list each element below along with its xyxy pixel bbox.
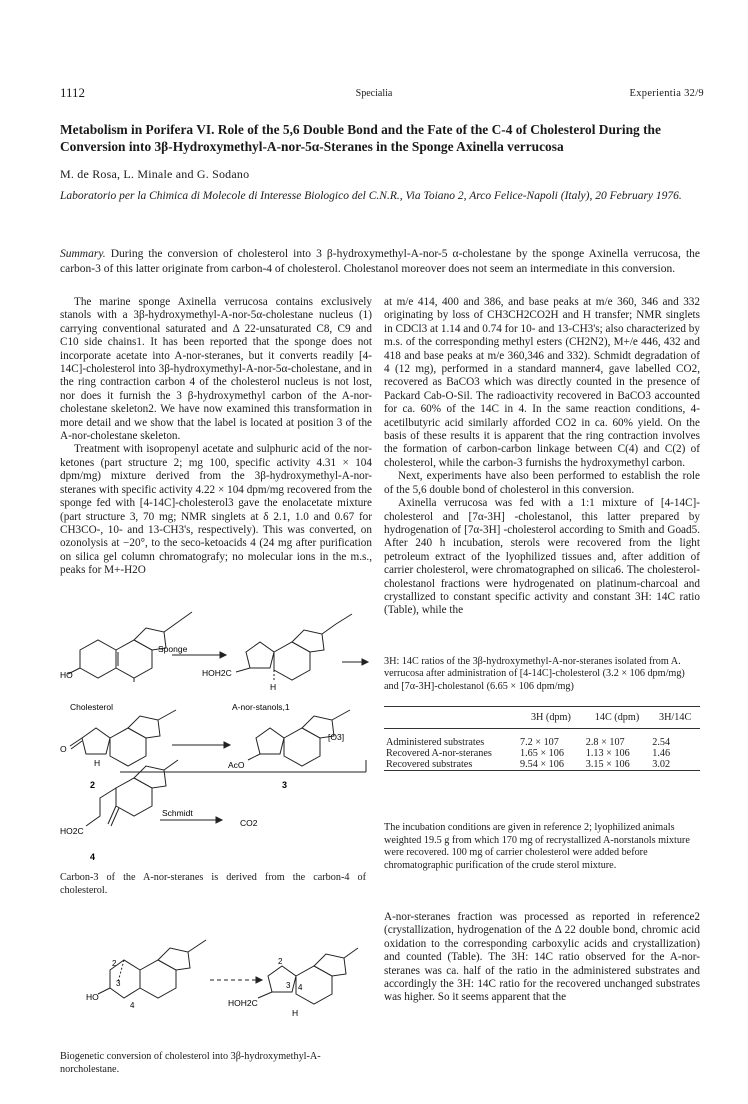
table-header-cell: 3H/14C (658, 712, 692, 723)
body-left-column (60, 296, 372, 578)
paragraph: A-nor-steranes fraction was processed as reported in reference2 (crystallization, hydrogenation of the Δ 22 double bond, chromic acid oxidation to the corresponding carboxylic acids and crystallization) and counted (Table). The 3H: 14C ratio observed for the A-nor-steranes was ca. half of the ratio in the administered substrates and accordingly the 3H: 14C ratio for the recovered unchanged substrates was higher. So it seems apparent that the (384, 911, 700, 1004)
table-caption: 3H: 14C ratios of the 3β-hydroxymethyl-A-nor-steranes isolated from A. verrucosa after administration of [4-14C]-cholesterol (3.2 × 106 dpm/mg) and [7α-3H]-cholestanol (6.65 × 106 dpm/mg) (384, 656, 685, 692)
table-cell: 3.15 × 106 (585, 758, 630, 770)
label-c3: 3 (116, 979, 121, 988)
body-right-column (384, 296, 700, 618)
label-ho: HO (86, 992, 99, 1002)
row-label: Administered substrates (386, 736, 485, 748)
summary-text: During the conversion of cholesterol into 3 β-hydroxymethyl-A-nor-5 α-cholestane by the sponge Axinella verrucosa, the carbon-3 of this latter originate from carbon-4 of cholesterol. Cholestanol moreover does not seem an intermediate in this conversion. (60, 248, 700, 275)
label-schmidt: Schmidt (162, 808, 193, 818)
biogenetic-conversion-figure (60, 930, 360, 1048)
label-o: O (60, 744, 67, 754)
label-sponge: Sponge (158, 644, 188, 654)
table-cell: 9.54 × 106 (520, 758, 564, 770)
label-c2-right: 2 (278, 957, 283, 966)
label-a-nor-stanols: A-nor-stanols,1 (232, 702, 290, 712)
label-cholesterol: Cholesterol (70, 702, 113, 712)
label-hoh2c: HOH2C (228, 998, 258, 1008)
label-compound-4: 4 (90, 852, 96, 862)
table-cell: 1.46 (652, 747, 671, 759)
label-compound-2: 2 (90, 780, 96, 790)
table-row (384, 759, 700, 771)
summary (60, 247, 700, 276)
page-number: 1112 (60, 85, 86, 100)
table-row (384, 737, 700, 748)
table-header-cell (384, 707, 518, 729)
label-c3-right: 3 (286, 981, 291, 990)
paragraph: Next, experiments have also been performed to establish the role of the 5,6 double bond of cholesterol in this conversion. (384, 470, 700, 496)
paragraph: The marine sponge Axinella verrucosa contains exclusively stanols with a 3β-hydroxymethyl-A-nor-5α-cholestane nucleus (1) carrying conventional saturated and Δ 22-unsaturated C8, C9 and C10 side chains1. It has been reported that the sponge does not incorporate acetate into A-nor-steranes, but it converts readily [4-14C]-cholesterol into 3β-hydroxymethyl-A-nor-5α-cholestane, and in the ring contraction carbon 4 of the cholesterol nucleus is not lost, nor does it furnish the 3 β-hydroxymethyl carbon of the A-nor-cholestane skeleton2. We have now examined this transformation in more detail and we show that the label is located at position 3 of the A-nor-cholestane skeleton. (60, 296, 372, 443)
label-ho2c: HO2C (60, 826, 84, 836)
label-co2: CO2 (240, 818, 258, 828)
label-c4-right: 4 (298, 983, 303, 992)
authors: M. de Rosa, L. Minale and G. Sodano (60, 167, 250, 181)
label-h2: H (94, 758, 101, 768)
label-h: H (292, 1008, 299, 1018)
table-footnote: The incubation conditions are given in reference 2; lyophilized animals weighted 19.5 g from which 170 mg of recrystallized A-norstanols mixture were recovered. 100 mg of carrier cholesterol were added before chromatographic purification of the crude sterol mixture. (384, 822, 690, 871)
summary-label: Summary. (60, 248, 106, 260)
row-label: Recovered substrates (386, 758, 473, 770)
table-header-cell: 3H (dpm) (530, 712, 571, 723)
journal-name: Experientia 32/9 (629, 88, 704, 99)
table-header-cell: 14C (dpm) (594, 712, 640, 723)
reaction-scheme-figure (60, 610, 370, 868)
figure-1-caption: Carbon-3 of the A-nor-steranes is derived from the carbon-4 of cholesterol. (60, 872, 366, 896)
row-label: Recovered A-nor-steranes (386, 747, 492, 759)
paragraph: Treatment with isopropenyl acetate and sulphuric acid of the nor-ketones (part structure 2; mg 100, specific activity 4.31 × 104 dpm/mg) mixture derived from the 3β-hydroxymethyl-A-nor-steranes with specific activity 4.22 × 104 dpm/mg recovered from the sponge fed with [4-14C]-cholesterol3 gave the enolacetate mixture (part structure 3, 70 mg; NMR singlets at δ 2.1, 1.0 and 0.67 for CH3CO-, 10- and 13-CH3's, respectively). This was converted, on ozonolysis at −20°, to the seco-ketoacids 4 (24 mg after purification on silica gel column chromatografy; no molecular ions in the m.s., peaks for M+-H2O (60, 443, 372, 577)
label-h: H (270, 682, 277, 692)
table-cell: 1.13 × 106 (585, 747, 630, 759)
table-row (384, 748, 700, 759)
article-title: Metabolism in Porifera VI. Role of the 5,6 Double Bond and the Fate of the C-4 of Cholesterol During the Conversion into 3β-Hydroxymethyl-A-nor-5α-Steranes in the Sponge Axinella verrucosa (60, 122, 661, 154)
table-cell: 2.54 (652, 736, 671, 748)
label-o3: [O3] (328, 732, 345, 742)
paragraph: Axinella verrucosa was fed with a 1:1 mixture of [4-14C]-cholesterol and [7α-3H] -cholestanol, this latter prepared by hydrogenation of [7α-3H] -cholesterol according to Smith and Goad5. After 240 h incubation, sterols were recovered from the light petroleum extract of the lyophilized tissues and, after addition of carrier cholesterol, were chromatographed on silica6. The cholesterol-cholestanol fractions were hydrogenated on platinum-charcoal and crystallized to constant specific activity and constant 3H: 14C ratio (Table), while the (384, 497, 700, 617)
figure-2-caption: Biogenetic conversion of cholesterol into 3β-hydroxymethyl-A-norcholestane. (60, 1051, 321, 1075)
ratio-table (384, 706, 700, 771)
label-c2: 2 (112, 959, 117, 968)
table-cell: 7.2 × 107 (520, 736, 559, 748)
table-cell: 1.65 × 106 (520, 747, 564, 759)
label-aco: AcO (228, 760, 245, 770)
a-nor-stanol-structure (236, 614, 352, 680)
label-hoh2c: HOH2C (202, 668, 232, 678)
table-cell: 2.8 × 107 (585, 736, 625, 748)
label-ho: HO (60, 670, 73, 680)
nor-ketone-structure (70, 710, 176, 766)
section-name: Specialia (355, 88, 393, 99)
paragraph: at m/e 414, 400 and 386, and base peaks at m/e 360, 346 and 332 originating by loss of CH3CH2CO2H and H transfer; NMR singlets in CDCl3 at 1.14 and 0.74 for 10- and 13-CH3's; also characterized by m.s. of the corresponding methyl esters (CH2N2), M+/e 446, 432 and 418 and base peaks at m/e 360,346 and 332). Schmidt degradation of 4 (12 mg), performed in a standard manner4, gave labelled CO2, recovered as BaCO3 which was directly counted in the presence of Packard Cab-O-Sil. The radioactivity recovered in BaCO3 accounted for ca. 60% of the 14C in 4. In the same reaction conditions, 4-acetilbutyric acid similarly afforded CO2 in ca. 60% yield. On the basis of these results it is apparent that the ring contraction involves the formation of carbon-carbon linkage between C(4) and C(2) of cholesterol, while the carbon-3 furnishs the hydroxymethyl carbon. (384, 296, 700, 469)
label-c4: 4 (130, 1001, 135, 1010)
label-compound-3: 3 (282, 780, 288, 790)
table-cell: 3.02 (652, 758, 671, 770)
table-header-row (384, 707, 700, 729)
body-right-column-continued (384, 911, 700, 1005)
affiliation: Laboratorio per la Chimica di Molecole di Interesse Biologico del C.N.R., Via Toiano 2, Arco Felice-Napoli (Italy), 20 February 1976. (60, 190, 682, 202)
